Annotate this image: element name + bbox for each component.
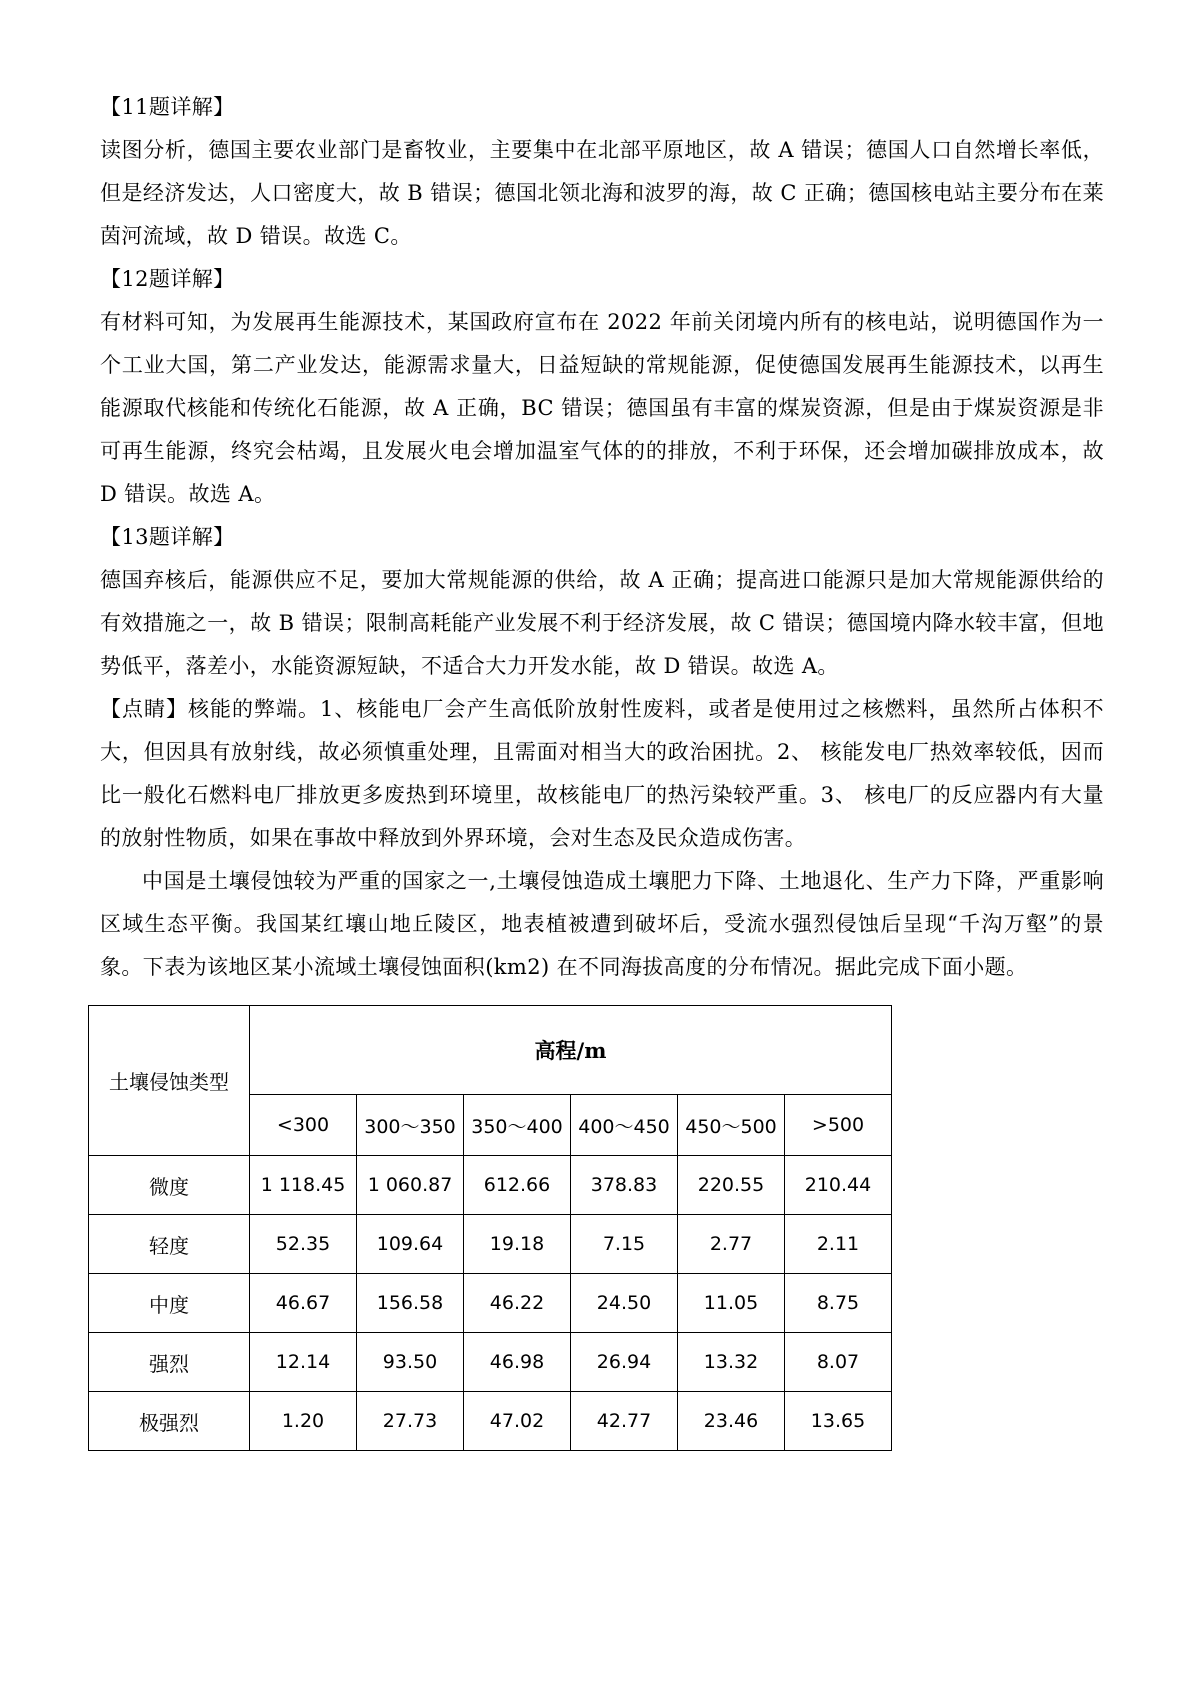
- col-header: 450～500: [678, 1095, 785, 1156]
- table-cell: 220.55: [678, 1156, 785, 1215]
- table-cell: 612.66: [464, 1156, 571, 1215]
- table-cell: 24.50: [571, 1274, 678, 1333]
- section-body-q11: 读图分析，德国主要农业部门是畜牧业，主要集中在北部平原地区，故 A 错误；德国人口自然增长率低，但是经济发达，人口密度大，故 B 错误；德国北领北海和波罗的海，故 C 正确；德国核电站主要分布在莱茵河流域，故 D 错误。故选 C。: [100, 138, 1104, 248]
- row-label: 中度: [89, 1274, 250, 1333]
- table-row: [89, 1392, 892, 1451]
- table-cell: 19.18: [464, 1215, 571, 1274]
- section-heading-q12: 【12题详解】: [100, 267, 235, 291]
- corner-header-cell: 土壤侵蚀类型: [89, 1006, 250, 1156]
- table-cell: 46.22: [464, 1274, 571, 1333]
- table-cell: 378.83: [571, 1156, 678, 1215]
- table-cell: 210.44: [785, 1156, 892, 1215]
- table-cell: 27.73: [357, 1392, 464, 1451]
- table-cell: 46.67: [250, 1274, 357, 1333]
- section-body-q12: 有材料可知，为发展再生能源技术，某国政府宣布在 2022 年前关闭境内所有的核电站，说明德国作为一个工业大国，第二产业发达，能源需求量大，日益短缺的常规能源，促使德国发展再生能源技术，以再生能源取代核能和传统化石能源，故 A 正确，BC 错误；德国虽有丰富的煤炭资源，但是由于煤炭资源是非可再生能源，终究会枯竭，且发展火电会增加温室气体的的排放，不利于环保，还会增加碳排放成本，故 D 错误。故选 A。: [100, 310, 1104, 506]
- tip-paragraph: 【点睛】核能的弊端。1、核能电厂会产生高低阶放射性废料，或者是使用过之核燃料，虽然所占体积不大，但因具有放射线，故必须慎重处理，且需面对相当大的政治困扰。2、 核能发电厂热效率较低，因而比一般化石燃料电厂排放更多废热到环境里，故核能电厂的热污染较严重。3、 核电厂的反应器内有大量的放射性物质，如果在事故中释放到外界环境，会对生态及民众造成伤害。: [100, 697, 1104, 850]
- section-body-q13: 德国弃核后，能源供应不足，要加大常规能源的供给，故 A 正确；提高进口能源只是加大常规能源供给的有效措施之一，故 B 错误；限制高耗能产业发展不利于经济发展，故 C 错误；德国境内降水较丰富，但地势低平，落差小，水能资源短缺，不适合大力开发水能，故 D 错误。故选 A。: [100, 568, 1104, 678]
- table-cell: 1 060.87: [357, 1156, 464, 1215]
- row-label: 极强烈: [89, 1392, 250, 1451]
- table-cell: 26.94: [571, 1333, 678, 1392]
- row-label: 轻度: [89, 1215, 250, 1274]
- elevation-header-cell: 高程/m: [250, 1006, 892, 1095]
- table-cell: 23.46: [678, 1392, 785, 1451]
- row-label: 微度: [89, 1156, 250, 1215]
- table-cell: 8.07: [785, 1333, 892, 1392]
- table-cell: 12.14: [250, 1333, 357, 1392]
- table-cell: 13.65: [785, 1392, 892, 1451]
- table-cell: 7.15: [571, 1215, 678, 1274]
- table-cell: 109.64: [357, 1215, 464, 1274]
- section-heading-q13: 【13题详解】: [100, 525, 235, 549]
- table-cell: 2.77: [678, 1215, 785, 1274]
- table-cell: 156.58: [357, 1274, 464, 1333]
- col-header: <300: [250, 1095, 357, 1156]
- table-cell: 2.11: [785, 1215, 892, 1274]
- table-cell: 8.75: [785, 1274, 892, 1333]
- table-row: [89, 1215, 892, 1274]
- table-head: [89, 1006, 892, 1156]
- table-cell: 46.98: [464, 1333, 571, 1392]
- table-header-row-1: [89, 1006, 892, 1095]
- col-header: 300～350: [357, 1095, 464, 1156]
- col-header: 400～450: [571, 1095, 678, 1156]
- row-label: 强烈: [89, 1333, 250, 1392]
- table-row: [89, 1333, 892, 1392]
- table-body: [89, 1156, 892, 1451]
- table-cell: 52.35: [250, 1215, 357, 1274]
- table-row: [89, 1274, 892, 1333]
- table-cell: 11.05: [678, 1274, 785, 1333]
- col-header: 350～400: [464, 1095, 571, 1156]
- col-header: >500: [785, 1095, 892, 1156]
- table-cell: 1.20: [250, 1392, 357, 1451]
- table-cell: 42.77: [571, 1392, 678, 1451]
- table-row: [89, 1156, 892, 1215]
- table-cell: 93.50: [357, 1333, 464, 1392]
- intro-paragraph: 中国是土壤侵蚀较为严重的国家之一,土壤侵蚀造成土壤肥力下降、土地退化、生产力下降，严重影响区域生态平衡。我国某红壤山地丘陵区，地表植被遭到破坏后，受流水强烈侵蚀后呈现“千沟万壑”的景象。下表为该地区某小流域土壤侵蚀面积(km2) 在不同海拔高度的分布情况。据此完成下面小题。: [100, 869, 1104, 979]
- section-heading-q11: 【11题详解】: [100, 95, 235, 119]
- table-cell: 47.02: [464, 1392, 571, 1451]
- soil-erosion-table: [88, 1005, 892, 1451]
- table-cell: 1 118.45: [250, 1156, 357, 1215]
- table-cell: 13.32: [678, 1333, 785, 1392]
